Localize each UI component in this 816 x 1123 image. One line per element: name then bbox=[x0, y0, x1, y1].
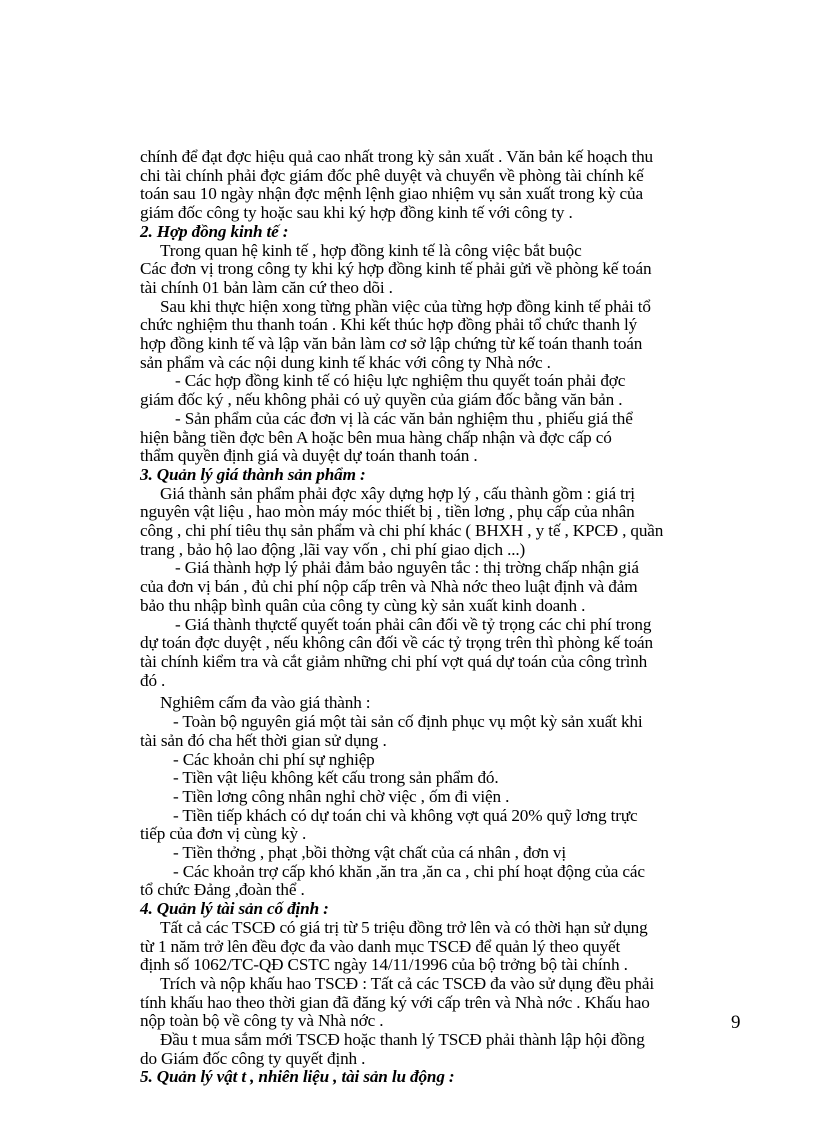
text-line: công , chi phí tiêu thụ sản phẩm và chi phí khác ( BHXH , y tế , KPCĐ , quần bbox=[140, 521, 664, 541]
text-line: - Các khoản trợ cấp khó khăn ,ăn tra ,ăn ca , chi phí hoạt động của các bbox=[173, 861, 645, 881]
text-line: - Tiền lơng công nhân nghỉ chờ việc , ốm đi viện . bbox=[173, 786, 510, 806]
text-line: Trích và nộp khấu hao TSCĐ : Tất cả các TSCĐ đa vào sử dụng đều phải bbox=[160, 973, 654, 993]
text-line: chi tài chính phải đợc giám đốc phê duyệt và chuyển về phòng tài chính kế bbox=[140, 165, 644, 185]
text-line: tính khấu hao theo thời gian đã đăng ký với cấp trên và Nhà nớc . Khấu hao bbox=[140, 992, 650, 1012]
text-line: nguyên vật liệu , hao mòn máy móc thiết bị , tiền lơng , phụ cấp của nhân bbox=[140, 502, 635, 522]
text-line: giám đốc công ty hoặc sau khi ký hợp đồng kinh tế với công ty . bbox=[140, 203, 573, 223]
text-line: - Các khoản chi phí sự nghiệp bbox=[173, 749, 375, 769]
text-line: do Giám đốc công ty quyết định . bbox=[140, 1048, 366, 1068]
section-heading: 4. Quản lý tài sản cố định : bbox=[140, 899, 329, 919]
page-number: 9 bbox=[731, 1012, 741, 1033]
text-line: thẩm quyền định giá và duyệt dự toán thanh toán . bbox=[140, 446, 478, 466]
text-line: dự toán đợc duyệt , nếu không cân đối về các tỷ trọng trên thì phòng kế toán bbox=[140, 633, 653, 653]
text-line: giám đốc ký , nếu không phải có uỷ quyền của giám đốc bằng văn bản . bbox=[140, 390, 623, 410]
text-line: - Giá thành thựctế quyết toán phải cân đối về tỷ trọng các chi phí trong bbox=[175, 614, 652, 634]
text-line: trang , bảo hộ lao động ,lãi vay vốn , chi phí giao dịch ...) bbox=[140, 539, 526, 559]
text-line: - Giá thành hợp lý phải đảm bảo nguyên tắc : thị trờng chấp nhận giá bbox=[175, 558, 639, 578]
text-line: hợp đồng kinh tế và lập văn bản làm cơ sở lập chứng từ kế toán thanh toán bbox=[140, 334, 643, 354]
text-line: chức nghiệm thu thanh toán . Khi kết thúc hợp đồng phải tổ chức thanh lý bbox=[140, 315, 638, 335]
text-line: - Tiền tiếp khách có dự toán chi và không vợt quá 20% quỹ lơng trực bbox=[173, 805, 638, 825]
text-line: hiện bằng tiền đợc bên A hoặc bên mua hàng chấp nhận và đợc cấp có bbox=[140, 427, 612, 447]
text-line: Trong quan hệ kinh tế , hợp đồng kinh tế là công việc bắt buộc bbox=[160, 240, 582, 260]
text-line: tài chính 01 bản làm căn cứ theo dõi . bbox=[140, 277, 393, 297]
text-line: nộp toàn bộ về công ty và Nhà nớc . bbox=[140, 1011, 384, 1031]
text-line: - Các hợp đồng kinh tế có hiệu lực nghiệm thu quyết toán phải đợc bbox=[175, 371, 626, 391]
text-line: tài chính kiểm tra và cắt giảm những chi phí vợt quá dự toán của công trình bbox=[140, 651, 648, 671]
text-line: Các đơn vị trong công ty khi ký hợp đồng kinh tế phải gửi về phòng kế toán bbox=[140, 259, 652, 279]
text-line: bảo thu nhập bình quân của công ty cùng kỳ sản xuất kinh doanh . bbox=[140, 595, 586, 615]
text-line: của đơn vị bán , đủ chi phí nộp cấp trên và Nhà nớc theo luật định và đảm bbox=[140, 577, 638, 597]
text-line: Tất cả các TSCĐ có giá trị từ 5 triệu đồng trở lên và có thời hạn sử dụng bbox=[160, 917, 648, 937]
text-line: Sau khi thực hiện xong từng phần việc của từng hợp đồng kinh tế phải tổ bbox=[160, 296, 651, 316]
text-line: từ 1 năm trở lên đều đợc đa vào danh mục TSCĐ để quản lý theo quyết bbox=[140, 936, 621, 956]
text-line: - Tiền thởng , phạt ,bồi thờng vật chất của cá nhân , đơn vị bbox=[173, 843, 566, 863]
document-body bbox=[140, 148, 736, 1087]
text-line: tiếp của đơn vị cùng kỳ . bbox=[140, 824, 307, 844]
text-line: toán sau 10 ngày nhận đợc mệnh lệnh giao nhiệm vụ sản xuất trong kỳ của bbox=[140, 184, 643, 204]
section-heading: 5. Quản lý vật t , nhiên liệu , tài sản lu động : bbox=[140, 1067, 455, 1087]
text-line: tổ chức Đảng ,đoàn thể . bbox=[140, 880, 305, 900]
text-line: Nghiêm cấm đa vào giá thành : bbox=[160, 693, 371, 713]
text-line: sản phẩm và các nội dung kinh tế khác với công ty Nhà nớc . bbox=[140, 352, 551, 372]
text-line: - Sản phẩm của các đơn vị là các văn bản nghiệm thu , phiếu giá thể bbox=[175, 408, 633, 428]
text-line: đó . bbox=[140, 670, 166, 690]
text-line: tài sản đó cha hết thời gian sử dụng . bbox=[140, 730, 387, 750]
text-line: định số 1062/TC-QĐ CSTC ngày 14/11/1996 của bộ trởng bộ tài chính . bbox=[140, 955, 628, 975]
text-line: - Toàn bộ nguyên giá một tài sản cố định phục vụ một kỳ sản xuất khi bbox=[173, 712, 643, 732]
text-line: - Tiền vật liệu không kết cấu trong sản phẩm đó. bbox=[173, 768, 499, 788]
section-heading: 3. Quản lý giá thành sản phẩm : bbox=[140, 464, 366, 484]
text-line: chính để đạt đợc hiệu quả cao nhất trong kỳ sản xuất . Văn bản kế hoạch thu bbox=[140, 147, 653, 166]
text-line: Đầu t mua sắm mới TSCĐ hoặc thanh lý TSCĐ phải thành lập hội đồng bbox=[160, 1030, 645, 1050]
section-heading: 2. Hợp đồng kinh tế : bbox=[140, 221, 289, 241]
text-line: Giá thành sản phẩm phải đợc xây dựng hợp lý , cấu thành gồm : giá trị bbox=[160, 483, 635, 503]
